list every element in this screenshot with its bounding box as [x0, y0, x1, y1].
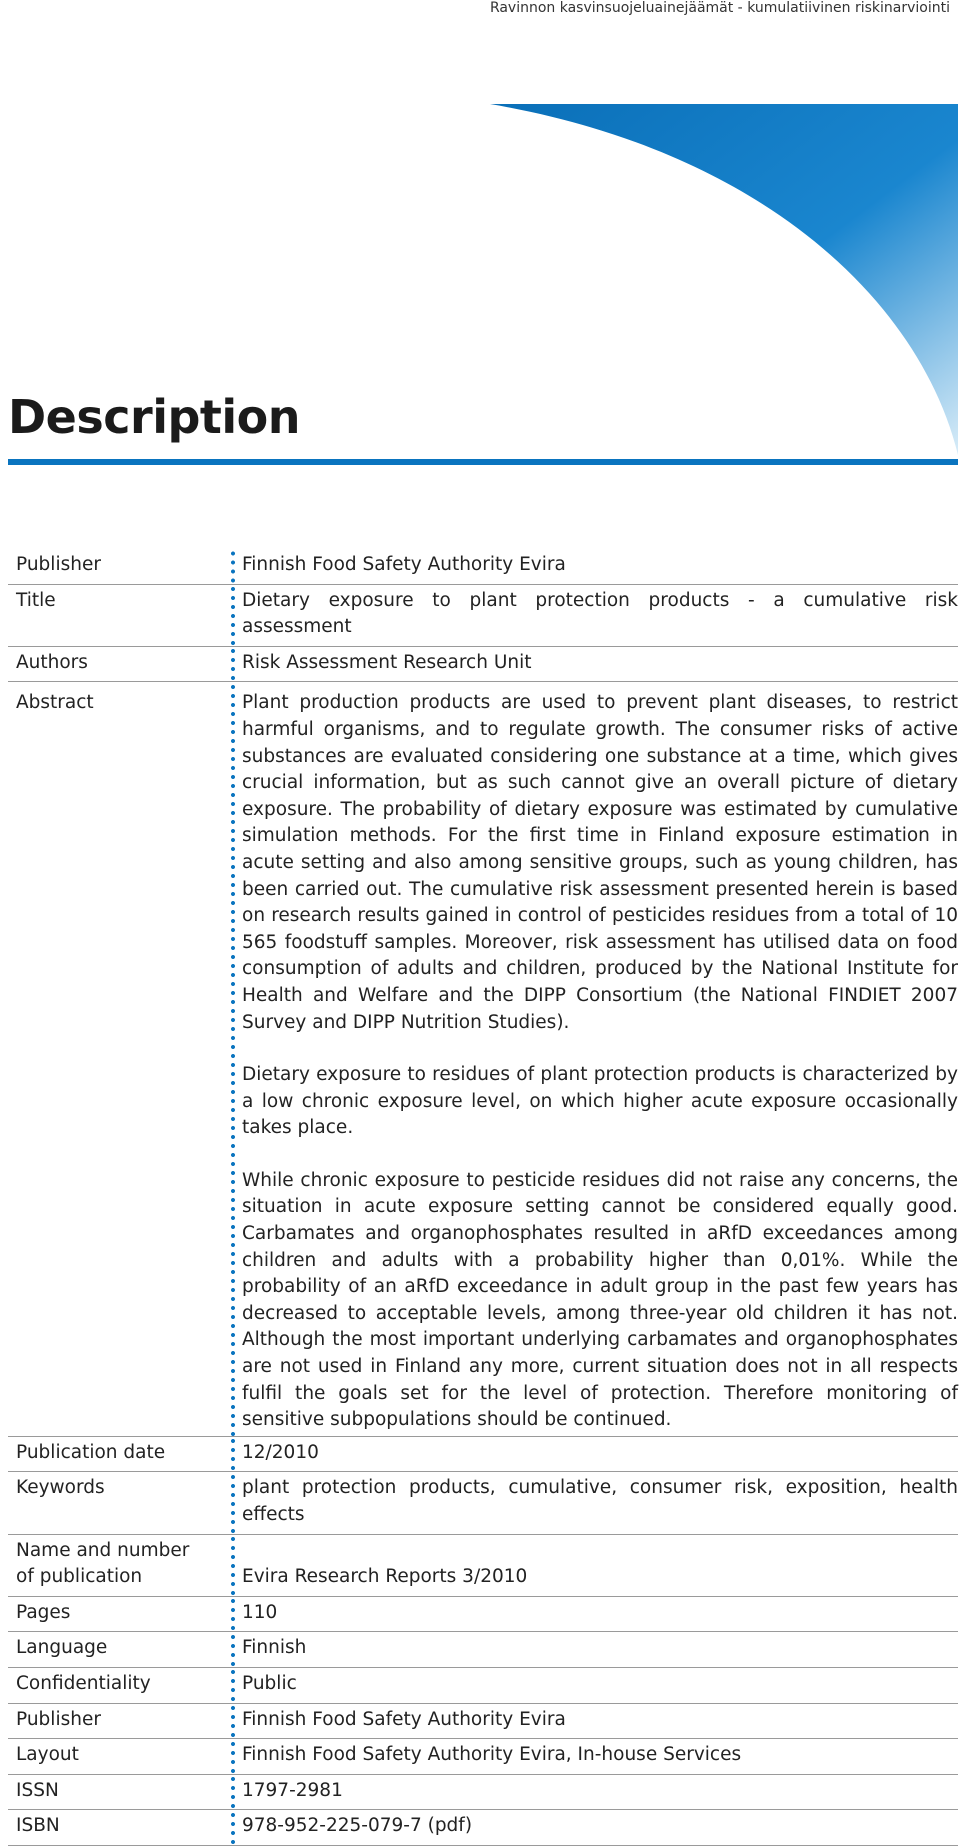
table-row — [8, 1472, 958, 1534]
row-label: Title — [8, 584, 230, 646]
abstract-paragraph: Dietary exposure to residues of plant protection products is characterized by a low chronic exposure level, on which higher acute exposure occasionally takes place. — [242, 1064, 958, 1139]
page-title: Description — [8, 390, 301, 444]
table-row — [8, 1774, 958, 1810]
row-value: Risk Assessment Research Unit — [230, 646, 958, 682]
table-row — [8, 584, 958, 646]
running-header: Ravinnon kasvinsuojeluainejäämät - kumulatiivinen riskinarviointi — [489, 0, 950, 16]
row-value-text: Evira Research Reports 3/2010 — [242, 1566, 528, 1588]
row-label: Keywords — [8, 1472, 230, 1534]
row-label: Pages — [8, 1596, 230, 1632]
table-row — [8, 1436, 958, 1472]
table-row — [8, 1596, 958, 1632]
row-label: Language — [8, 1632, 230, 1668]
row-value: Finnish Food Safety Authority Evira, In-house Services — [230, 1739, 958, 1775]
row-value: Public — [230, 1667, 958, 1703]
table-row — [8, 1739, 958, 1775]
row-value: Dietary exposure to plant protection products - a cumulative risk assessment — [230, 584, 958, 646]
row-label: ISSN — [8, 1774, 230, 1810]
row-label: Abstract — [8, 682, 230, 1436]
row-value: Finnish Food Safety Authority Evira — [230, 1703, 958, 1739]
title-underline — [8, 459, 958, 465]
row-value: 12/2010 — [230, 1436, 958, 1472]
row-value: 110 — [230, 1596, 958, 1632]
row-label-line: of publication — [16, 1566, 143, 1588]
row-label: Confidentiality — [8, 1667, 230, 1703]
row-value: plant protection products, cumulative, consumer risk, exposition, health effects — [230, 1472, 958, 1534]
abstract-text — [230, 682, 958, 1436]
row-label — [8, 1534, 230, 1596]
table-row — [8, 1703, 958, 1739]
abstract-paragraph: Plant production products are used to prevent plant diseases, to restrict harmful organisms, and to regulate growth. The consumer risks of active substances are evaluated considering one substance at a time, which gives crucial information, but as such cannot give an overall picture of dietary exposure. The probability of dietary exposure was estimated by cumulative simulation methods. For the first time in Finland exposure estimation in acute setting and also among sensitive groups, such as young children, has been carried out. The cumulative risk assessment presented herein is based on research results gained in control of pesticides residues from a total of 10 565 foodstuff samples. Moreover, risk assessment has utilised data on food consumption of adults and children, produced by the National Institute for Health and Welfare and the DIPP Consortium (the National FINDIET 2007 Survey and DIPP Nutrition Studies). — [242, 692, 958, 1033]
table-row-abstract — [8, 682, 958, 1436]
table-row — [8, 1667, 958, 1703]
row-value: Finnish — [230, 1632, 958, 1668]
table-row — [8, 1534, 958, 1596]
row-value: 978-952-225-079-7 (pdf) — [230, 1810, 958, 1846]
row-value — [230, 1534, 958, 1596]
table-row — [8, 1810, 958, 1846]
table-row — [8, 1632, 958, 1668]
row-label: Publication date — [8, 1436, 230, 1472]
row-label: Layout — [8, 1739, 230, 1775]
row-value: 1797-2981 — [230, 1774, 958, 1810]
table-row — [8, 646, 958, 682]
row-label: Publisher — [8, 1703, 230, 1739]
row-label: ISBN — [8, 1810, 230, 1846]
abstract-paragraph: While chronic exposure to pesticide residues did not raise any concerns, the situation in acute exposure setting cannot be considered equally good. Carbamates and organophosphates resulted in aRfD exceedances among children and adults with a probability higher than 0,01%. While the probability of an aRfD exceedance in adult group in the past few years has decreased to acceptable levels, among three-year old children it has not. Although the most important underlying carbamates and organophosphates are not used in Finland any more, current situation does not in all respects fulfil the goals set for the level of protection. Therefore monitoring of sensitive subpopulations should be continued. — [242, 1169, 958, 1431]
description-table — [8, 549, 958, 1846]
row-label: Authors — [8, 646, 230, 682]
row-value: Finnish Food Safety Authority Evira — [230, 549, 958, 584]
row-label-line: Name and number — [16, 1539, 190, 1561]
row-label: Publisher — [8, 549, 230, 584]
table-row — [8, 549, 958, 584]
